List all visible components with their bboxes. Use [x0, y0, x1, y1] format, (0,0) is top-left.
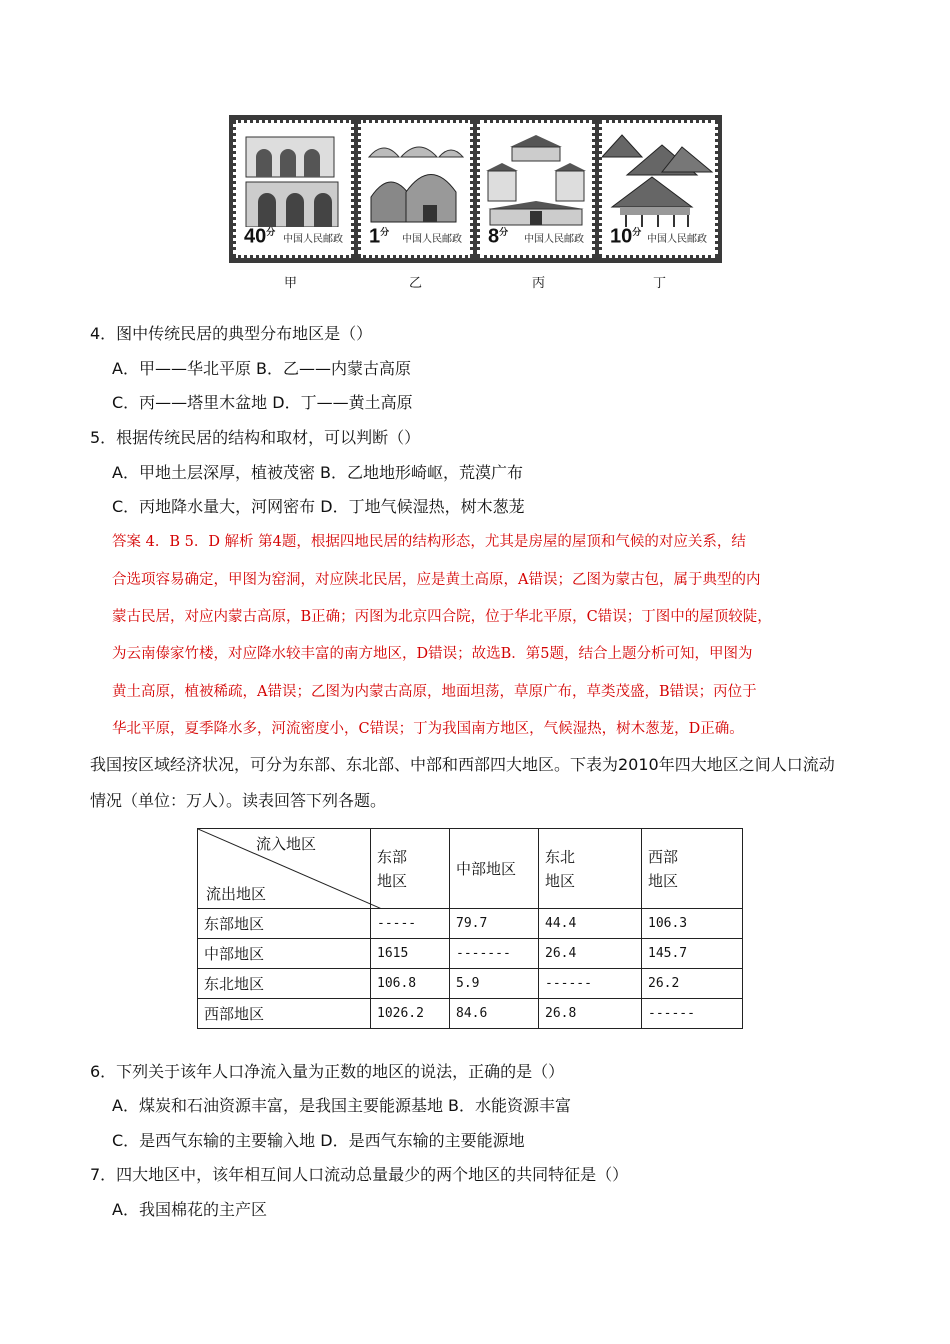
corner-inflow-label: 流入地区: [256, 835, 317, 853]
table-cell: -------: [450, 939, 539, 969]
table-cell: 79.7: [450, 909, 539, 939]
population-flow-table: [197, 828, 743, 1029]
table-cell: 106.8: [371, 969, 450, 999]
row-header: 西部地区: [198, 999, 371, 1029]
stamp-value: $40^分$: [244, 226, 276, 248]
stamp-yi: [358, 120, 473, 258]
q7-option-a: A．我国棉花的主产区: [112, 1200, 267, 1219]
q6-options-ab: A．煤炭和石油资源丰富，是我国主要能源基地 B．水能资源丰富: [112, 1096, 572, 1115]
table-cell: 44.4: [539, 909, 642, 939]
col-header-east: 东部 地区: [371, 829, 450, 909]
intro-line: 我国按区域经济状况，可分为东部、东北部、中部和西部四大地区。下表为2010年四大地区之间人口流动: [90, 755, 835, 774]
stamp-label-ding: 丁: [653, 276, 667, 291]
answer-line: 黄土高原，植被稀疏，A错误；乙图为内蒙古高原，地面坦荡，草原广布，草类茂盛，B错误；丙位于: [112, 684, 757, 700]
table-corner-cell: [198, 829, 371, 909]
intro-line: 情况（单位：万人）。读表回答下列各题。: [90, 791, 387, 810]
courtyard-house-illustration: [480, 127, 592, 227]
stamp-label-bing: 丙: [532, 276, 546, 291]
table-cell: ------: [642, 999, 743, 1029]
q6-options-cd: C．是西气东输的主要输入地 D．是西气东输的主要能源地: [112, 1131, 525, 1150]
stamp-value: $8^分$: [488, 226, 509, 248]
stamp-label-jia: 甲: [284, 276, 298, 291]
table-row: [198, 999, 743, 1029]
row-header: 东部地区: [198, 909, 371, 939]
bamboo-house-illustration: [602, 127, 715, 227]
stamp-bing: [477, 120, 595, 258]
stamp-value: $10^分$: [610, 226, 642, 248]
stamps-figure: [229, 115, 722, 263]
answer-line: 为云南傣家竹楼，对应降水较丰富的南方地区，D错误；故选B．第5题，结合上题分析可知，甲图为: [112, 646, 753, 662]
table-cell: 26.8: [539, 999, 642, 1029]
stamp-caption: 中国人民邮政: [283, 234, 343, 245]
col-header-west: 西部 地区: [642, 829, 743, 909]
table-row: [198, 939, 743, 969]
table-cell: -----: [371, 909, 450, 939]
table-row: [198, 969, 743, 999]
cave-dwelling-illustration: [236, 127, 351, 227]
table-row: [198, 909, 743, 939]
table-cell: 26.2: [642, 969, 743, 999]
table-cell: 106.3: [642, 909, 743, 939]
stamp-caption: 中国人民邮政: [524, 234, 584, 245]
table-cell: 145.7: [642, 939, 743, 969]
stamp-label-yi: 乙: [409, 276, 423, 291]
answer-line: 答案 4．B 5．D 解析 第4题，根据四地民居的结构形态，尤其是房屋的屋顶和气候的对应关系，结: [112, 534, 746, 550]
answer-line: 合选项容易确定，甲图为窑洞，对应陕北民居，应是黄土高原，A错误；乙图为蒙古包，属于典型的内: [112, 572, 761, 588]
table-cell: ------: [539, 969, 642, 999]
table-cell: 84.6: [450, 999, 539, 1029]
q4-stem: 4．图中传统民居的典型分布地区是（）: [90, 324, 373, 343]
table-cell: 5.9: [450, 969, 539, 999]
corner-outflow-label: 流出地区: [206, 885, 267, 903]
table-cell: 1026.2: [371, 999, 450, 1029]
q5-options-cd: C．丙地降水量大，河网密布 D．丁地气候湿热，树木葱茏: [112, 497, 525, 516]
q4-options-cd: C．丙——塔里木盆地 D．丁——黄土高原: [112, 393, 413, 412]
col-header-central: 中部地区: [450, 829, 539, 909]
answer-line: 蒙古民居，对应内蒙古高原，B正确；丙图为北京四合院，位于华北平原，C错误；丁图中的屋顶较陡，: [112, 609, 772, 625]
stamp-jia: [233, 120, 354, 258]
row-header: 东北地区: [198, 969, 371, 999]
stamp-ding: [599, 120, 718, 258]
q4-options-ab: A．甲——华北平原 B．乙——内蒙古高原: [112, 359, 412, 378]
yurt-illustration: [361, 127, 471, 227]
q7-stem: 7．四大地区中，该年相互间人口流动总量最少的两个地区的共同特征是（）: [90, 1165, 629, 1184]
answer-line: 华北平原，夏季降水多，河流密度小，C错误；丁为我国南方地区，气候湿热，树木葱茏，D正确。: [112, 721, 744, 737]
table-cell: 26.4: [539, 939, 642, 969]
row-header: 中部地区: [198, 939, 371, 969]
q5-stem: 5．根据传统民居的结构和取材，可以判断（）: [90, 428, 421, 447]
stamp-caption: 中国人民邮政: [402, 234, 462, 245]
table-cell: 1615: [371, 939, 450, 969]
q6-stem: 6．下列关于该年人口净流入量为正数的地区的说法，正确的是（）: [90, 1062, 565, 1081]
stamp-caption: 中国人民邮政: [647, 234, 707, 245]
q5-options-ab: A．甲地土层深厚，植被茂密 B．乙地地形崎岖，荒漠广布: [112, 463, 524, 482]
col-header-northeast: 东北 地区: [539, 829, 642, 909]
stamp-value: $1^分$: [369, 226, 390, 248]
